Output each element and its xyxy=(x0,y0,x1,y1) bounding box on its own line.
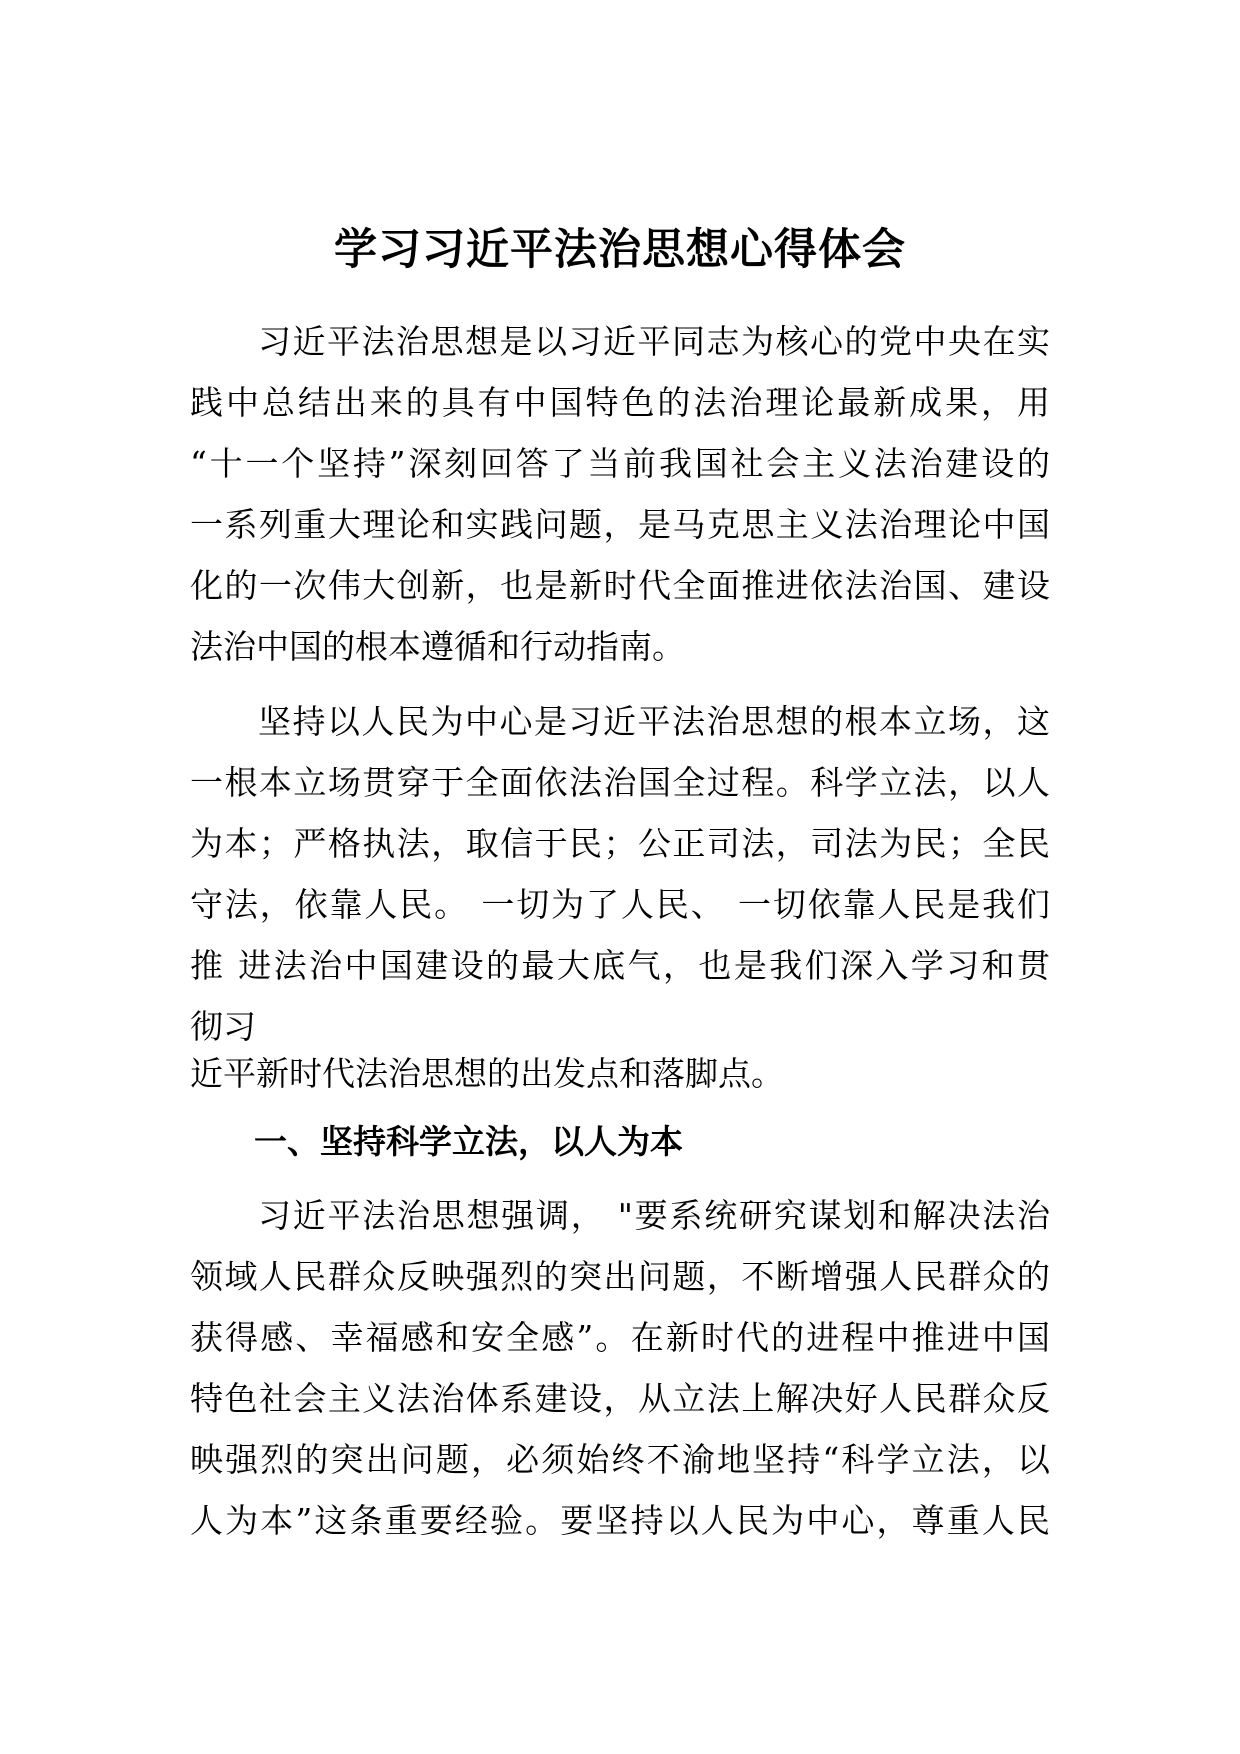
paragraph2-line-5: 推 进法治中国建设的最大底气，也是我们深入学习和贯 xyxy=(190,946,1050,985)
section1-line-5: 映强烈的突出问题，必须始终不渝地坚持“科学立法，以 xyxy=(190,1440,1050,1479)
section1-heading: 一、坚持科学立法，以人为本 xyxy=(254,1122,683,1161)
section1-line-2: 领域人民群众反映强烈的突出问题，不断增强人民群众的 xyxy=(190,1257,1050,1296)
paragraph1-line-1: 习近平法治思想是以习近平同志为核心的党中央在实 xyxy=(258,322,1050,361)
section1-line-4: 特色社会主义法治体系建设，从立法上解决好人民群众反 xyxy=(190,1379,1050,1418)
paragraph1-line-6: 法治中国的根本遵循和行动指南。 xyxy=(190,627,685,666)
paragraph1-line-3: “十一个坚持”深刻回答了当前我国社会主义法治建设的 xyxy=(190,444,1050,483)
section1-line-3: 获得感、幸福感和安全感”。在新时代的进程中推进中国 xyxy=(190,1318,1050,1357)
paragraph1-line-5: 化的一次伟大创新，也是新时代全面推进依法治国、建设 xyxy=(190,566,1050,605)
paragraph1-line-2: 践中总结出来的具有中国特色的法治理论最新成果，用 xyxy=(190,383,1050,422)
document-title: 学习习近平法治思想心得体会 xyxy=(334,225,906,275)
paragraph1-line-4: 一系列重大理论和实践问题，是马克思主义法治理论中国 xyxy=(190,505,1050,544)
paragraph2-line-7: 近平新时代法治思想的出发点和落脚点。 xyxy=(190,1054,784,1093)
paragraph2-line-6: 彻习 xyxy=(190,1007,256,1046)
section1-line-1: 习近平法治思想强调， "要系统研究谋划和解决法治 xyxy=(258,1196,1050,1235)
paragraph2-line-4: 守法，依靠人民。 一切为了人民、 一切依靠人民是我们 xyxy=(190,885,1050,924)
section1-line-6: 人为本”这条重要经验。要坚持以人民为中心，尊重人民 xyxy=(190,1501,1050,1540)
paragraph2-line-1: 坚持以人民为中心是习近平法治思想的根本立场，这 xyxy=(258,702,1050,741)
paragraph2-line-3: 为本；严格执法，取信于民；公正司法，司法为民；全民 xyxy=(190,824,1050,863)
paragraph2-line-2: 一根本立场贯穿于全面依法治国全过程。科学立法，以人 xyxy=(190,763,1050,802)
